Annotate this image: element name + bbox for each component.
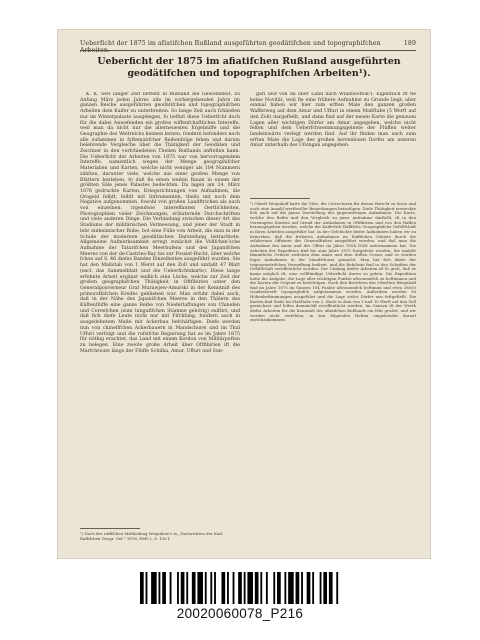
right-footnote: ¹) Oberft Wenjukoff hatte die Güte, die Correcturen für diesen Bericht zu lesen und auch eine Anzahl werthvoller Bemerkungen beizufügen. Diefe Thätigkeit erstreckte fich auch auf die ganze Darstellung der gegenwärtigen Aufnahmen. Die Karte, welche den Befitz und den Vergleich zu jener Aufnahme darftellt, ift in den Vereinigten Staaten auf Grund der Aufnahmen in Oftfibirien und von den Ruffen herausgegeben worden, welche die Kaiferlich Ruffifche Geographifche Gefellfchaft in ihren Arbeiten ausgeführt hat. In der Gefchichte diefer Aufnahmen haben wir zu bemerken, daß die früheren Aufnahmen im Ruffifchen Gebiete durch die erfahrenen Offiziere des Generalftabes ausgeführt wurden, und daß man die Aufnahme des Amur und des Uffuri im Jahre 1854–1858 unternommen hat. Die Arbeiten der Expedition find bis zum Jahre 1875 fortgefetzt worden. Sie umfaßt fämmtliche Gebiete zwifchen dem Amur und dem Stillen Ocean, und es wurden fogar Aufnahmen in der Mandfchurei gemacht. Man hat fich dabei der trigonometrifchen Vermeffung bedient, und die Refultate find in den Schriften der Gefellfchaft veröffentlicht worden. Der Umfang diefer Arbeiten ift fo groß, daß es kaum möglich ift, eine vollftändige Ueberficht davon zu geben. Die Expedition hatte die Aufgabe, die Lage aller wichtigen Punkte aftronomifch zu beftimmen und die Karten der Gegend zu berichtigen. Nach den Berichten des Oberften Wenjukoff find im Jahre 1875 im Ganzen 104 Punkte aftronomifch beftimmt und etwa 28000 Quadratwerft topographifch aufgenommen worden. Außerdem wurden 36 Höhenbeftimmungen ausgeführt und die Lage vieler Dörfer neu feftgeftellt. Die Karten find theils im Maßftabe von 2, theils in dem von 5 und 10 Werft auf den Zoll gezeichnet und follen demnächft veröffentlicht werden. Im Ganzen ift der Werth diefer Arbeiten für die Kenntniß des afiatifchen Rußlands ein fehr großer, und wir werden nicht verfehlen, in den folgenden Heften eingehender darauf zurückzukommen.	[250, 202, 416, 323]
barcode-bar	[146, 572, 148, 604]
barcode-bar	[238, 572, 242, 604]
barcode-bar	[140, 572, 144, 604]
barcode-bar	[197, 572, 203, 604]
barcode-bar	[307, 572, 311, 604]
left-footnote-rule	[80, 528, 140, 529]
barcode-bar	[151, 572, 157, 604]
left-footnote: ¹) Nach der ruffifchen Mittheilung Wenjukow's in „Nachrichten der Kaif. Ruffifchen Geogr. Gef.“ 1876, Heft 2, S. 126 f.	[80, 531, 224, 541]
barcode-bar	[277, 572, 281, 604]
barcode-bar	[221, 572, 225, 604]
page-number: 189	[403, 40, 416, 47]
barcode-bar	[288, 572, 294, 604]
scanned-page	[58, 30, 430, 558]
barcode-bar	[320, 572, 322, 604]
barcode-bar	[255, 572, 259, 604]
barcode-bar	[296, 572, 300, 604]
right-column-body: gari und von da über Land nach Wladiwoftok²). Eigentlich ift fie keine Novität, weil fie eine frühere Aufnahme zu Grunde liegt; aber einmal haben wir hier zum erften Male den ganzen großen Wafferweg auf dem Amur und Uffuri in einem Maßftabe (5 Werft auf den Zoll) dargeftellt, und dann find auf der neuen Karte die genauen Lagen aller wichtigen Dörfer am Amur angegeben, welche nicht felten und dem Ueberfchwemmungsgebiete der Flüffen weiter landeinwärts verlegt werden find. Auf ihr finden man auch zum erften Male die Lage des großen herrenlosen Dorfes am unteren Amur unterhalb des Ufsingan angegeben.	[250, 92, 416, 149]
barcode-bar	[323, 572, 327, 604]
running-header	[80, 40, 416, 54]
barcode-bar	[205, 572, 207, 604]
left-column-body: K. K. Seit langer Zeit befteht in Rußland die Gewohnheit, zu Anfang März jeden Jahres alle im vorhergehenden Jahre im ganzen Reiche ausgeführten geodätifchen und topographifchen Arbeiten dem Kaifer zu unterbreiten. So lange Zeit auch fchließen nur im Winterpalaste ausgelegen, fo befitzt diese Ueberficht doch für die dabei Anwefenden ein großes wiffenfchaftliches Intereffe, weil man da nicht nur die allerneuesten Ergebniffe und die Geographie des Weltreichs kennen lernen, fondern befonders noch alle zufammen in fyftematifcher Reihenfolge fehen und darum belehrende Vergleiche über die Thätigkeit der Geodäten und Zeichner in den verfchiedenen Theilen Rußlands anftellen kann. Die Ueberficht der Arbeiten von 1875 war von hervorragendem Intereffe, namentlich wegen der Menge geographifcher Materialien und Karten, welche nicht weniger als 104 Nummern zählten, darunter viele, welche aus einer großen Menge von Blättern bestehen, fo daß fie einen weiten Raum in einem der größten Säle jenes Palastes bedeckten. Da lagen am 24. März 1876 gedruckte Karten, Kriegsrichtungen von Aufnahmen, die Orogeid felbft, ſelbſt mit Inſtrumenten, theils mit noch dem Negative aufgenommen, fowohl von großen Landftrichen als auch von einzelnen, irgendwie intereffanten Oertlichkeiten, Photographien vieler Zeichnungen, erläuternde Durchschriften und viele anderen Dinge. Die Verbindung zwischen dieser Art des Studiums der militärischen Vermessung, und jener der Stadt in lehr einheimischer Ruhe, bot eine Fülle von Arbeit, die man in der Schule der modernen geodätischen Darstellung betrachtete. Allgemeine Aufmerksamkeit erregt zunächst die Vollfchen’sche Aufnahme der Tatarifchen Meerbufens und des Japanifchen Meeres von der de-Castries-Bay bis zur Possiet-Bucht, über welche fchon auf S. 46 diefes Bandes Einzelheiten ausgeführt wurden. Sie hat den Maßstab von 1 Werst auf den Zoll und umfaßt 47 Blatt (excl. das Sammelblatt und die Ueberfichtskarte). Diese lange erfehnte Arbeit ergänzt endlich eine Lücke, welche zur Zeit der großen geographifchen Thätigkeit in Oftfibirien unter den Generalgouverneur Graf Murawjew-Amurski in der Kenntniß des primorsfkifchen Kreifes geblieben war. Man erfuhr dabei auch, daß in der Nähe des Japanifchen Meeres in den Thälern des Küftenflüffe eine ganze Reihe von Niederlaffungen von Chinefen und Coreefchen (zum tungufifchen Stamme gehörig) exiftirt, und daß fich diefe Leute nicht nur mit Fifchfang, fondern auch in ausgedehntem Maße mit Ackerbau befchäftigen. Diefe werden nun von chinefifchen Ackerbauern in Mandschurei und im Thal Uffuri verfolgt und die rufsifche Regierung hat es im Jahre 1875 für nöthig erachtet, das Land mit einem Kordon von Militärpoften zu belegen. Eine zweite große Arbeit über Oftfibirien ift die Marfchroute längs der Flüffe Schilka, Amur, Uffuri und Sun-	[80, 92, 240, 354]
barcode-bar	[162, 572, 166, 604]
barcode-bar	[214, 572, 216, 604]
barcode-bar	[177, 572, 179, 604]
barcode-bar	[247, 572, 253, 604]
barcode-bar	[336, 572, 338, 604]
barcode-bar	[159, 572, 161, 604]
article-title: Ueberficht der 1875 im afiatifchen Rußland ausgeführten geodätifchen und topographifchen Arbeiten¹).	[97, 56, 401, 79]
barcode-bar	[244, 572, 246, 604]
running-head-title: Ueberficht der 1875 im afiatifchen Rußland ausgeführten geodätifchen und topographifchen Arbeiten.	[80, 40, 381, 54]
barcode-bar	[210, 572, 212, 604]
barcode-bar	[312, 572, 314, 604]
barcode-bar	[186, 572, 188, 604]
left-column	[80, 92, 240, 542]
barcode-image	[140, 572, 340, 604]
barcode-bar	[266, 572, 268, 604]
barcode-bar	[301, 572, 303, 604]
barcode-bar	[181, 572, 185, 604]
barcode-bar	[260, 572, 262, 604]
barcode-bar	[227, 572, 229, 604]
right-footnote-rule	[250, 198, 310, 199]
barcode-bar	[284, 572, 286, 604]
barcode-bar	[329, 572, 333, 604]
barcode-bar	[273, 572, 275, 604]
barcode-bar	[170, 572, 172, 604]
barcode-label: 20020060078_P216	[176, 606, 304, 621]
barcode-bar	[192, 572, 196, 604]
barcode-bar	[233, 572, 235, 604]
header-rule	[80, 50, 416, 51]
